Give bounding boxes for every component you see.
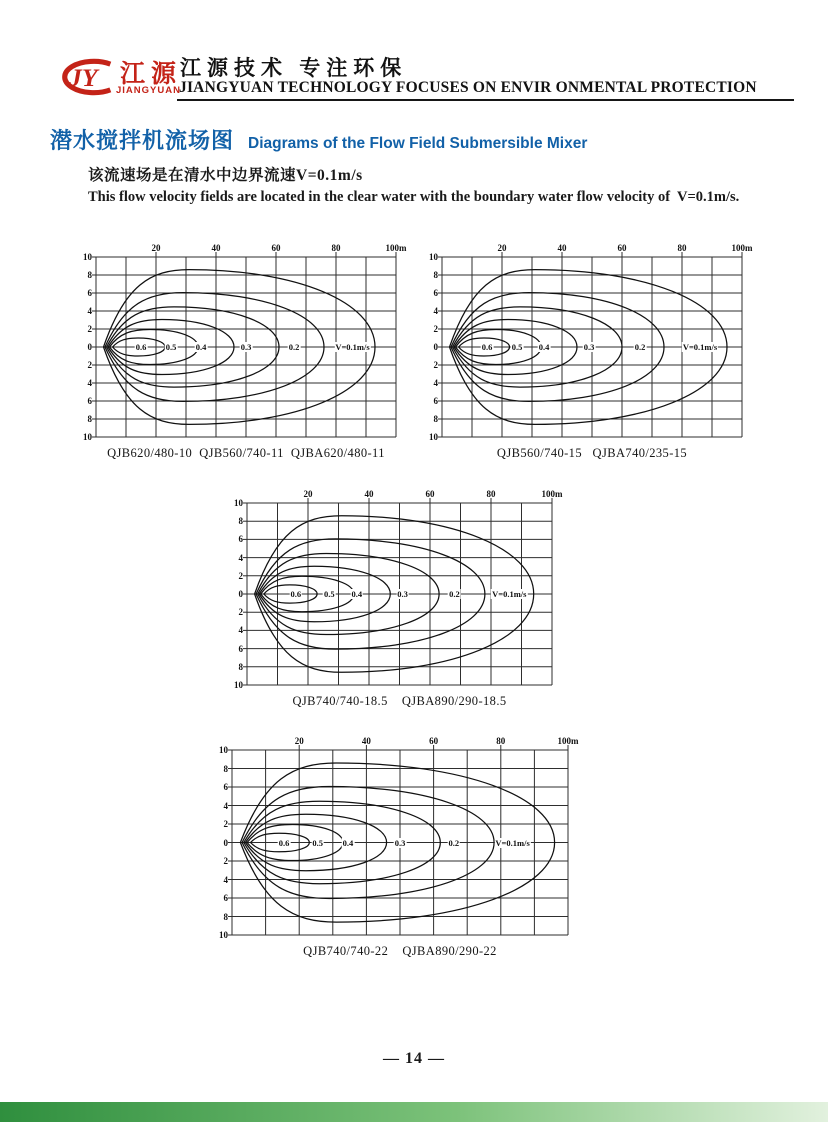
y-axis-tick-label: 6 xyxy=(238,643,243,654)
contour-velocity-label: 0.4 xyxy=(538,342,550,352)
y-axis-tick-label: 8 xyxy=(223,763,228,774)
contour-velocity-label: 0.2 xyxy=(448,837,460,848)
contour-velocity-label: 0.3 xyxy=(583,342,595,352)
x-axis-tick-label: 80 xyxy=(677,243,687,253)
chart-caption: QJB560/740-15 QJBA740/235-15 xyxy=(496,446,688,460)
contour-velocity-label: 0.3 xyxy=(240,342,252,352)
y-axis-tick-label: 2 xyxy=(433,324,438,334)
y-axis-tick-label: 8 xyxy=(433,414,438,424)
y-axis-tick-label: 8 xyxy=(238,516,243,527)
x-axis-tick-label: 20 xyxy=(294,736,304,746)
contour-velocity-label: 0.6 xyxy=(481,342,493,352)
contour-velocity-label: 0.6 xyxy=(135,342,147,352)
y-axis-tick-label: 6 xyxy=(87,288,92,298)
y-axis-tick-label: 4 xyxy=(238,625,243,636)
x-axis-tick-label: 100m xyxy=(385,243,407,253)
contour-velocity-label: 0.2 xyxy=(634,342,646,352)
y-axis-tick-label: 6 xyxy=(238,534,243,545)
header-divider xyxy=(177,99,794,101)
contour-velocity-label: 0.3 xyxy=(397,589,408,599)
y-axis-tick-label: 4 xyxy=(238,552,243,563)
header-slogan-english: JIANGYUAN TECHNOLOGY FOCUSES ON ENVIR ONMENTAL PROTECTION xyxy=(179,79,757,96)
y-axis-tick-label: 10 xyxy=(83,252,92,262)
y-axis-tick-label: 0 xyxy=(238,589,243,599)
y-axis-tick-label: 4 xyxy=(433,306,438,316)
x-axis-tick-label: 80 xyxy=(496,736,506,746)
contour-velocity-label: 0.6 xyxy=(278,837,290,848)
y-axis-tick-label: 8 xyxy=(223,911,228,922)
svg-text:JY: JY xyxy=(69,62,98,92)
y-axis-tick-label: 4 xyxy=(223,874,228,885)
x-axis-tick-label: 20 xyxy=(151,243,161,253)
y-axis-tick-label: 4 xyxy=(87,378,92,388)
y-axis-tick-label: 2 xyxy=(223,819,228,829)
contour-velocity-label: 0.3 xyxy=(394,837,406,848)
logo-chinese-name: 江源 xyxy=(120,59,183,88)
flow-field-chart-3 xyxy=(221,487,562,719)
contour-velocity-label: V=0.1m/s xyxy=(492,589,527,599)
chart-caption: QJB740/740-18.5 QJBA890/290-18.5 xyxy=(292,694,507,708)
y-axis-tick-label: 6 xyxy=(433,288,438,298)
y-axis-tick-label: 8 xyxy=(433,270,438,280)
x-axis-tick-label: 40 xyxy=(361,736,371,746)
y-axis-tick-label: 10 xyxy=(234,680,243,690)
x-axis-tick-label: 100m xyxy=(541,489,563,499)
x-axis-tick-label: 60 xyxy=(429,736,439,746)
contour-velocity-label: V=0.1m/s xyxy=(335,342,370,352)
section-title-english: Diagrams of the Flow Field Submersible Mixer xyxy=(248,135,588,152)
section-title xyxy=(50,124,587,155)
contour-velocity-label: 0.5 xyxy=(511,342,523,352)
contour-velocity-label: 0.4 xyxy=(195,342,207,352)
y-axis-tick-label: 8 xyxy=(238,661,243,672)
x-axis-tick-label: 80 xyxy=(486,489,496,499)
y-axis-tick-label: 10 xyxy=(429,432,438,442)
logo-english-name: JIANGYUAN xyxy=(116,85,181,96)
x-axis-tick-label: 20 xyxy=(303,489,313,499)
y-axis-tick-label: 8 xyxy=(87,270,92,280)
y-axis-tick-label: 2 xyxy=(433,360,438,370)
contour-velocity-label: 0.5 xyxy=(165,342,177,352)
x-axis-tick-label: 60 xyxy=(425,489,435,499)
section-title-chinese: 潜水搅拌机流场图 xyxy=(50,128,235,153)
y-axis-tick-label: 6 xyxy=(223,782,228,792)
x-axis-tick-label: 60 xyxy=(271,243,281,253)
contour-velocity-label: 0.4 xyxy=(342,837,354,848)
y-axis-tick-label: 4 xyxy=(223,800,228,811)
y-axis-tick-label: 0 xyxy=(87,342,92,352)
y-axis-tick-label: 4 xyxy=(433,378,438,388)
y-axis-tick-label: 2 xyxy=(87,360,92,370)
contour-velocity-label: V=0.1m/s xyxy=(682,342,718,352)
y-axis-tick-label: 2 xyxy=(223,856,228,866)
contour-velocity-label: 0.6 xyxy=(290,589,302,599)
flow-field-chart-1 xyxy=(70,241,406,471)
flow-field-chart-2 xyxy=(416,241,752,471)
x-axis-tick-label: 80 xyxy=(331,243,341,253)
y-axis-tick-label: 0 xyxy=(223,837,228,848)
x-axis-tick-label: 100m xyxy=(557,736,579,746)
contour-velocity-label: 0.2 xyxy=(288,342,300,352)
chart-caption: QJB620/480-10 QJB560/740-11 QJBA620/480-11 xyxy=(107,446,385,460)
chart-caption: QJB740/740-22 QJBA890/290-22 xyxy=(303,944,497,958)
x-axis-tick-label: 40 xyxy=(364,489,374,499)
y-axis-tick-label: 6 xyxy=(433,396,438,406)
x-axis-tick-label: 100m xyxy=(731,243,753,253)
y-axis-tick-label: 8 xyxy=(87,414,92,424)
y-axis-tick-label: 10 xyxy=(83,432,92,442)
flow-field-chart-4 xyxy=(206,734,578,969)
y-axis-tick-label: 10 xyxy=(429,252,438,262)
y-axis-tick-label: 2 xyxy=(238,570,243,581)
x-axis-tick-label: 20 xyxy=(497,243,507,253)
intro-note-english: This flow velocity fields are located in the clear water with the boundary water flow velocity of V=0.1m/s. xyxy=(88,189,740,205)
y-axis-tick-label: 10 xyxy=(234,498,243,508)
y-axis-tick-label: 2 xyxy=(238,607,243,618)
page-number: — 14 — xyxy=(383,1050,445,1067)
y-axis-tick-label: 2 xyxy=(87,324,92,334)
contour-velocity-label: 0.5 xyxy=(312,837,323,848)
x-axis-tick-label: 40 xyxy=(211,243,221,253)
y-axis-tick-label: 6 xyxy=(87,396,92,406)
y-axis-tick-label: 10 xyxy=(219,930,228,940)
contour-velocity-label: 0.4 xyxy=(351,589,363,599)
footer-accent-bar xyxy=(0,1102,828,1122)
contour-velocity-label: 0.5 xyxy=(323,589,335,599)
jiangyuan-logo-swoosh-icon xyxy=(54,58,122,96)
header-slogan-chinese: 江源技术 专注环保 xyxy=(180,56,408,80)
intro-note-chinese: 该流速场是在清水中边界流速V=0.1m/s xyxy=(88,167,363,184)
y-axis-tick-label: 0 xyxy=(433,342,438,352)
contour-velocity-label: V=0.1m/s xyxy=(495,837,530,848)
y-axis-tick-label: 4 xyxy=(87,306,92,316)
y-axis-tick-label: 10 xyxy=(219,745,228,755)
y-axis-tick-label: 6 xyxy=(223,893,228,903)
x-axis-tick-label: 40 xyxy=(557,243,567,253)
x-axis-tick-label: 60 xyxy=(617,243,627,253)
contour-velocity-label: 0.2 xyxy=(449,589,460,599)
